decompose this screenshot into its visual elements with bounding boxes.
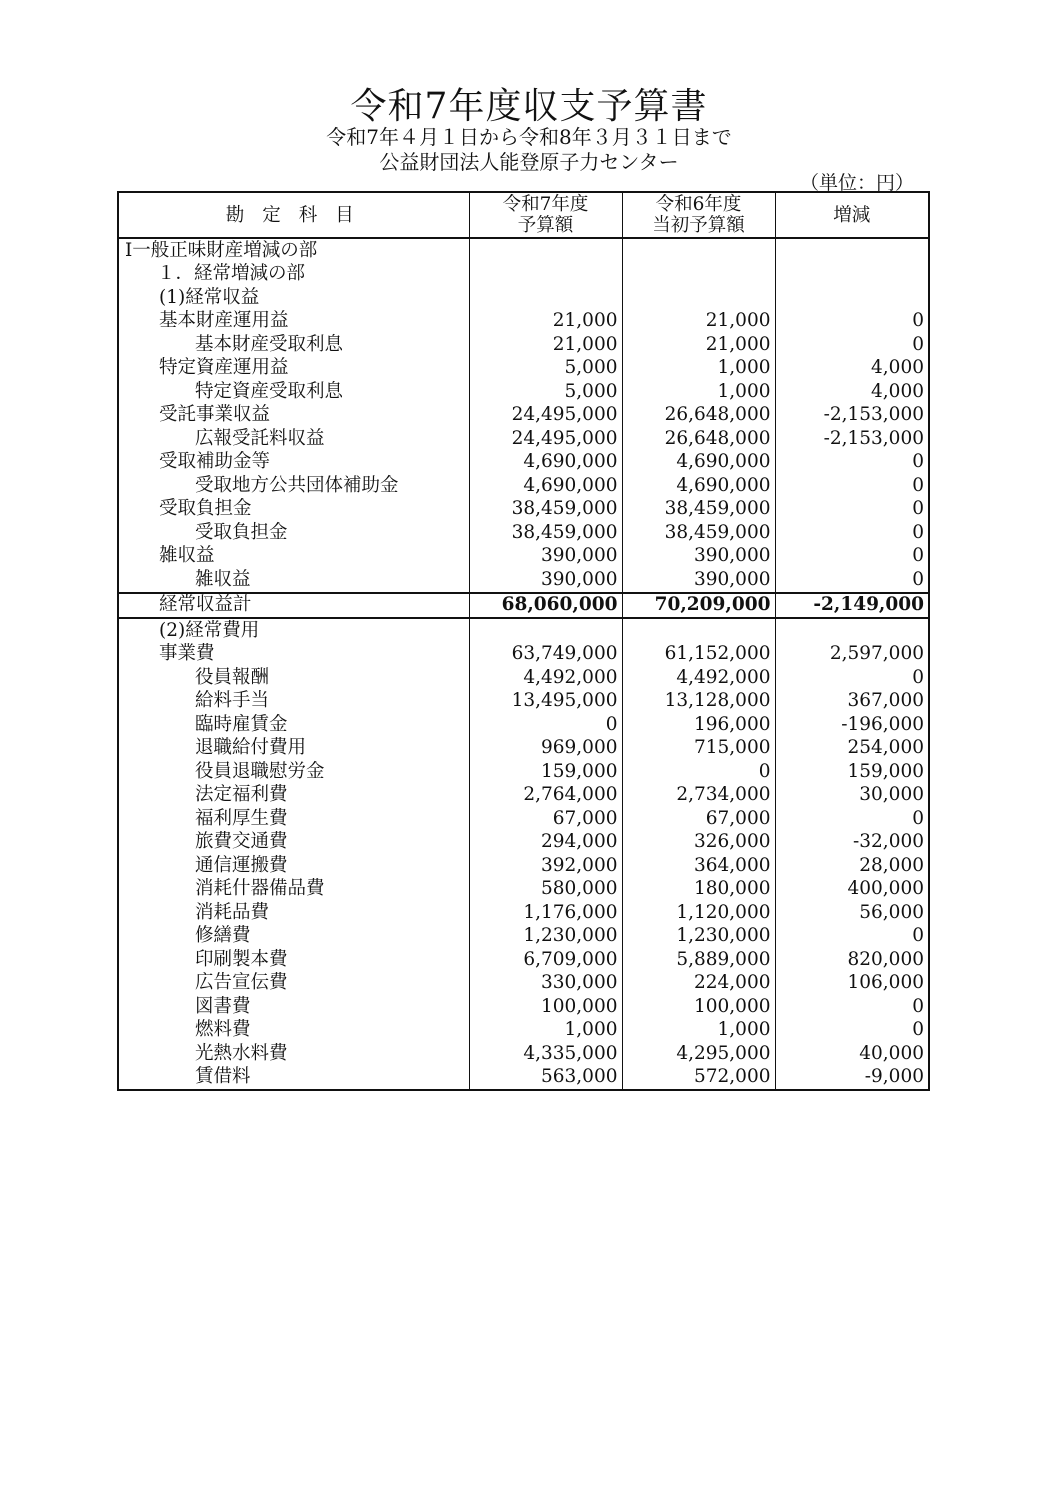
table-row bbox=[118, 286, 929, 310]
account-label: 雑収益 bbox=[118, 545, 469, 569]
account-label: 広報受託料収益 bbox=[118, 427, 469, 451]
budget-r6-value: 2,734,000 bbox=[622, 784, 775, 808]
total-row bbox=[118, 593, 929, 619]
change-value: 106,000 bbox=[775, 972, 929, 996]
account-label: 臨時雇賃金 bbox=[118, 713, 469, 737]
budget-r7-value: 580,000 bbox=[469, 878, 622, 902]
budget-r7-value: 63,749,000 bbox=[469, 643, 622, 667]
budget-r7-value: 100,000 bbox=[469, 995, 622, 1019]
unit-label: （単位：円） bbox=[800, 172, 915, 194]
table-row bbox=[118, 333, 929, 357]
account-label: 役員退職慰労金 bbox=[118, 760, 469, 784]
header-budget-r7-line2: 予算額 bbox=[517, 215, 574, 236]
table-row bbox=[118, 784, 929, 808]
budget-r6-value: 4,690,000 bbox=[622, 474, 775, 498]
budget-r7-value: 24,495,000 bbox=[469, 404, 622, 428]
budget-r7-value: 563,000 bbox=[469, 1066, 622, 1091]
budget-r6-value: 5,889,000 bbox=[622, 948, 775, 972]
budget-r7-value: 38,459,000 bbox=[469, 498, 622, 522]
table-row bbox=[118, 995, 929, 1019]
budget-r6-value: 38,459,000 bbox=[622, 498, 775, 522]
budget-r6-value: 21,000 bbox=[622, 310, 775, 334]
change-value: 4,000 bbox=[775, 357, 929, 381]
budget-r6-value: 67,000 bbox=[622, 807, 775, 831]
budget-r6-value: 100,000 bbox=[622, 995, 775, 1019]
budget-r7-value: 4,492,000 bbox=[469, 666, 622, 690]
table-row bbox=[118, 1019, 929, 1043]
budget-r6-value bbox=[622, 286, 775, 310]
account-label: 広告宣伝費 bbox=[118, 972, 469, 996]
table-row bbox=[118, 1066, 929, 1091]
budget-r6-value: 1,000 bbox=[622, 380, 775, 404]
budget-r7-value: 6,709,000 bbox=[469, 948, 622, 972]
budget-r6-value: 4,295,000 bbox=[622, 1042, 775, 1066]
header-budget-r6-line1: 令和6年度 bbox=[655, 194, 742, 215]
account-label: 経常収益計 bbox=[118, 593, 469, 619]
table-row bbox=[118, 737, 929, 761]
account-label: 消耗什器備品費 bbox=[118, 878, 469, 902]
account-label: (1)経常収益 bbox=[118, 286, 469, 310]
budget-r6-value: 4,492,000 bbox=[622, 666, 775, 690]
change-value: 40,000 bbox=[775, 1042, 929, 1066]
account-label: Ⅰ一般正味財産増減の部 bbox=[118, 238, 469, 263]
budget-r6-value bbox=[622, 618, 775, 643]
budget-r6-value: 572,000 bbox=[622, 1066, 775, 1091]
change-value: 30,000 bbox=[775, 784, 929, 808]
change-value: 0 bbox=[775, 568, 929, 593]
budget-r7-value: 4,690,000 bbox=[469, 451, 622, 475]
budget-r7-value: 969,000 bbox=[469, 737, 622, 761]
change-value: 0 bbox=[775, 925, 929, 949]
table-row bbox=[118, 878, 929, 902]
table-row bbox=[118, 498, 929, 522]
account-label: 受託事業収益 bbox=[118, 404, 469, 428]
change-value: 0 bbox=[775, 333, 929, 357]
budget-r6-value: 1,000 bbox=[622, 357, 775, 381]
table-row bbox=[118, 948, 929, 972]
budget-r6-value: 224,000 bbox=[622, 972, 775, 996]
account-label: 基本財産運用益 bbox=[118, 310, 469, 334]
budget-r6-value: 26,648,000 bbox=[622, 427, 775, 451]
table-row bbox=[118, 451, 929, 475]
table-row bbox=[118, 474, 929, 498]
change-value: 820,000 bbox=[775, 948, 929, 972]
account-label: 図書費 bbox=[118, 995, 469, 1019]
budget-r7-value: 159,000 bbox=[469, 760, 622, 784]
table-row bbox=[118, 380, 929, 404]
table-row bbox=[118, 901, 929, 925]
change-value: 0 bbox=[775, 995, 929, 1019]
change-value: -2,149,000 bbox=[775, 593, 929, 619]
table-row bbox=[118, 690, 929, 714]
budget-r6-value: 1,230,000 bbox=[622, 925, 775, 949]
change-value: 0 bbox=[775, 807, 929, 831]
budget-r6-value: 4,690,000 bbox=[622, 451, 775, 475]
budget-r7-value: 21,000 bbox=[469, 333, 622, 357]
budget-r6-value: 196,000 bbox=[622, 713, 775, 737]
budget-r6-value: 70,209,000 bbox=[622, 593, 775, 619]
change-value: 159,000 bbox=[775, 760, 929, 784]
budget-r7-value: 2,764,000 bbox=[469, 784, 622, 808]
table-row bbox=[118, 545, 929, 569]
change-value: 0 bbox=[775, 498, 929, 522]
change-value: 254,000 bbox=[775, 737, 929, 761]
budget-r6-value: 326,000 bbox=[622, 831, 775, 855]
budget-r7-value: 390,000 bbox=[469, 568, 622, 593]
document-title: 令和7年度収支予算書 bbox=[350, 86, 708, 127]
budget-r6-value: 390,000 bbox=[622, 545, 775, 569]
budget-r7-value: 21,000 bbox=[469, 310, 622, 334]
budget-r7-value: 5,000 bbox=[469, 357, 622, 381]
organization-name: 公益財団法人能登原子力センター bbox=[379, 150, 679, 174]
budget-r7-value: 67,000 bbox=[469, 807, 622, 831]
budget-r7-value bbox=[469, 618, 622, 643]
budget-r6-value: 364,000 bbox=[622, 854, 775, 878]
account-label: 雑収益 bbox=[118, 568, 469, 593]
change-value: -9,000 bbox=[775, 1066, 929, 1091]
table-row bbox=[118, 666, 929, 690]
table-row bbox=[118, 972, 929, 996]
account-label: 給料手当 bbox=[118, 690, 469, 714]
change-value bbox=[775, 263, 929, 287]
budget-r6-value: 715,000 bbox=[622, 737, 775, 761]
budget-r6-value: 1,000 bbox=[622, 1019, 775, 1043]
budget-r7-value: 1,000 bbox=[469, 1019, 622, 1043]
table-row bbox=[118, 238, 929, 263]
budget-r7-value: 5,000 bbox=[469, 380, 622, 404]
table-row bbox=[118, 568, 929, 593]
table-header bbox=[118, 192, 929, 238]
budget-r6-value: 38,459,000 bbox=[622, 521, 775, 545]
budget-period: 令和7年４月１日から令和8年３月３１日まで bbox=[326, 125, 732, 149]
table-row bbox=[118, 263, 929, 287]
budget-r6-value: 1,120,000 bbox=[622, 901, 775, 925]
account-label: 修繕費 bbox=[118, 925, 469, 949]
header-budget-r6-line2: 当初予算額 bbox=[652, 215, 745, 236]
table-row bbox=[118, 807, 929, 831]
budget-r7-value: 4,335,000 bbox=[469, 1042, 622, 1066]
budget-r7-value: 24,495,000 bbox=[469, 427, 622, 451]
account-label: 役員報酬 bbox=[118, 666, 469, 690]
change-value bbox=[775, 238, 929, 263]
header-account: 勘定科目 bbox=[118, 192, 469, 238]
account-label: 受取負担金 bbox=[118, 498, 469, 522]
budget-r6-value: 61,152,000 bbox=[622, 643, 775, 667]
budget-r7-value: 330,000 bbox=[469, 972, 622, 996]
account-label: 福利厚生費 bbox=[118, 807, 469, 831]
budget-r6-value: 26,648,000 bbox=[622, 404, 775, 428]
table-row bbox=[118, 310, 929, 334]
change-value: 0 bbox=[775, 451, 929, 475]
change-value: -2,153,000 bbox=[775, 427, 929, 451]
budget-r7-value: 68,060,000 bbox=[469, 593, 622, 619]
budget-r6-value: 390,000 bbox=[622, 568, 775, 593]
account-label: 印刷製本費 bbox=[118, 948, 469, 972]
change-value: 4,000 bbox=[775, 380, 929, 404]
account-label: 退職給付費用 bbox=[118, 737, 469, 761]
budget-r7-value: 1,176,000 bbox=[469, 901, 622, 925]
change-value: -32,000 bbox=[775, 831, 929, 855]
change-value: -2,153,000 bbox=[775, 404, 929, 428]
account-label: 通信運搬費 bbox=[118, 854, 469, 878]
table-row bbox=[118, 404, 929, 428]
change-value: 400,000 bbox=[775, 878, 929, 902]
budget-table bbox=[117, 191, 930, 1091]
budget-r6-value bbox=[622, 263, 775, 287]
change-value: 0 bbox=[775, 474, 929, 498]
budget-r6-value: 21,000 bbox=[622, 333, 775, 357]
account-label: 受取補助金等 bbox=[118, 451, 469, 475]
budget-r6-value bbox=[622, 238, 775, 263]
change-value: 0 bbox=[775, 666, 929, 690]
table-row bbox=[118, 854, 929, 878]
change-value: 0 bbox=[775, 521, 929, 545]
budget-r7-value: 1,230,000 bbox=[469, 925, 622, 949]
budget-r6-value: 13,128,000 bbox=[622, 690, 775, 714]
table-row bbox=[118, 1042, 929, 1066]
budget-r7-value bbox=[469, 286, 622, 310]
budget-r7-value: 0 bbox=[469, 713, 622, 737]
table-row bbox=[118, 760, 929, 784]
table-row bbox=[118, 643, 929, 667]
budget-r7-value: 13,495,000 bbox=[469, 690, 622, 714]
header-budget-r7-line1: 令和7年度 bbox=[502, 194, 589, 215]
budget-r6-value: 0 bbox=[622, 760, 775, 784]
account-label: 基本財産受取利息 bbox=[118, 333, 469, 357]
account-label: 消耗品費 bbox=[118, 901, 469, 925]
budget-r6-value: 180,000 bbox=[622, 878, 775, 902]
change-value: 0 bbox=[775, 545, 929, 569]
change-value: 0 bbox=[775, 1019, 929, 1043]
table-row bbox=[118, 713, 929, 737]
table-row bbox=[118, 618, 929, 643]
account-label: 賃借料 bbox=[118, 1066, 469, 1091]
table-row bbox=[118, 831, 929, 855]
budget-r7-value: 392,000 bbox=[469, 854, 622, 878]
account-label: １．経常増減の部 bbox=[118, 263, 469, 287]
account-label: 受取地方公共団体補助金 bbox=[118, 474, 469, 498]
change-value: 2,597,000 bbox=[775, 643, 929, 667]
account-label: 事業費 bbox=[118, 643, 469, 667]
change-value bbox=[775, 618, 929, 643]
header-change: 増減 bbox=[775, 192, 929, 238]
change-value: 56,000 bbox=[775, 901, 929, 925]
budget-r7-value: 4,690,000 bbox=[469, 474, 622, 498]
account-label: 特定資産受取利息 bbox=[118, 380, 469, 404]
budget-r7-value bbox=[469, 238, 622, 263]
account-label: 特定資産運用益 bbox=[118, 357, 469, 381]
account-label: 光熱水料費 bbox=[118, 1042, 469, 1066]
change-value: 0 bbox=[775, 310, 929, 334]
header-budget-r7 bbox=[469, 192, 622, 238]
change-value: 28,000 bbox=[775, 854, 929, 878]
budget-r7-value bbox=[469, 263, 622, 287]
budget-r7-value: 38,459,000 bbox=[469, 521, 622, 545]
account-label: (2)経常費用 bbox=[118, 618, 469, 643]
change-value: -196,000 bbox=[775, 713, 929, 737]
table-row bbox=[118, 925, 929, 949]
change-value bbox=[775, 286, 929, 310]
header-budget-r6 bbox=[622, 192, 775, 238]
table-body bbox=[118, 238, 929, 1090]
account-label: 法定福利費 bbox=[118, 784, 469, 808]
table-row bbox=[118, 427, 929, 451]
table-row bbox=[118, 521, 929, 545]
change-value: 367,000 bbox=[775, 690, 929, 714]
account-label: 旅費交通費 bbox=[118, 831, 469, 855]
budget-r7-value: 294,000 bbox=[469, 831, 622, 855]
budget-r7-value: 390,000 bbox=[469, 545, 622, 569]
account-label: 受取負担金 bbox=[118, 521, 469, 545]
table-row bbox=[118, 357, 929, 381]
account-label: 燃料費 bbox=[118, 1019, 469, 1043]
